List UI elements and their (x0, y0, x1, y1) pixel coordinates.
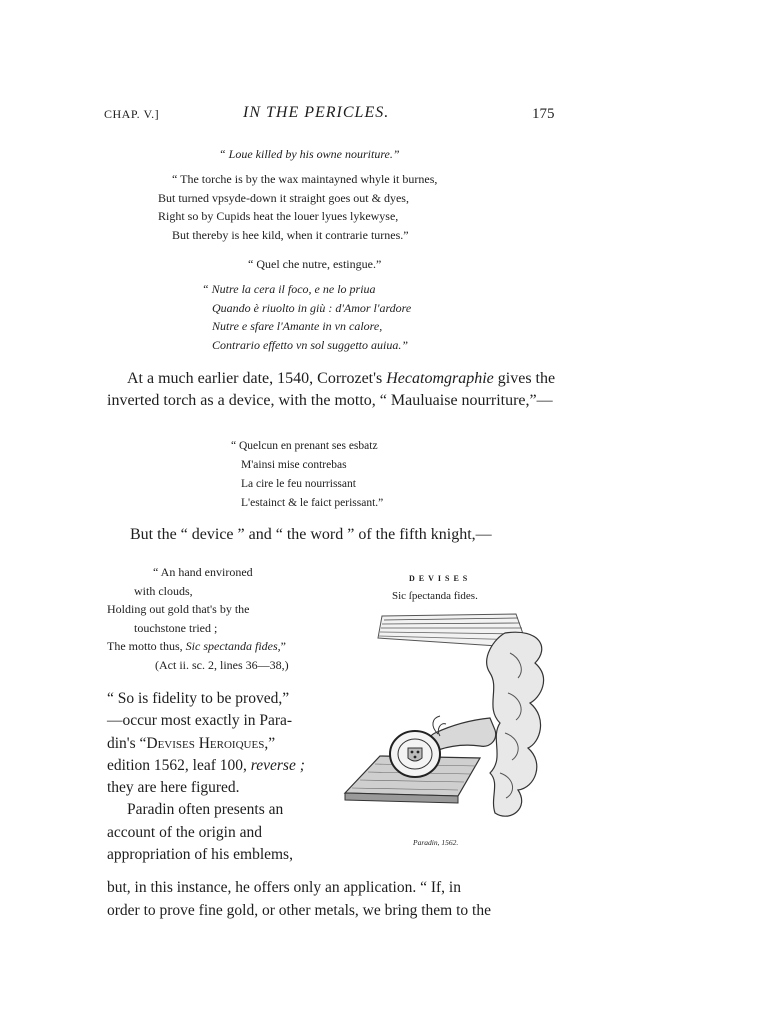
quote-line (107, 637, 317, 656)
text-run: At a much earlier date, 1540, Corrozet's (127, 370, 387, 387)
text-line: —occur most exactly in Para- (107, 712, 293, 730)
text-run: din's “ (107, 734, 147, 752)
text-line: appropriation of his emblems, (107, 846, 293, 864)
poem-line: La cire le feu nourrissant (241, 478, 356, 490)
book-title: Hecatomgraphie (386, 370, 494, 387)
poem-line: But thereby is hee kild, when it contrarie turnes.” (172, 227, 409, 242)
poem-line: “ Nutre la cera il foco, e ne lo priua (202, 282, 376, 296)
quote-line: touchstone tried ; (134, 620, 218, 635)
quote-line: Holding out gold that's by the (107, 602, 250, 616)
quote-line: with clouds, (134, 583, 193, 598)
paragraph-corrozet (107, 368, 562, 411)
poem-line: M'ainsi mise contrebas (241, 459, 347, 471)
text-line (107, 755, 337, 777)
figure-motto: Sic ſpectanda fides. (392, 590, 478, 602)
paragraph-paradin (107, 688, 337, 866)
pericles-quote (107, 563, 317, 674)
text-line: Paradin often presents an (127, 801, 284, 819)
poem-french (231, 437, 383, 513)
text-run: ” (280, 639, 286, 653)
poem-line: Nutre e sfare l'Amante in vn calore, (212, 319, 383, 333)
poem-italian-title: “ Quel che nutre, estingue.” (248, 257, 382, 271)
text-run: edition 1562, leaf 100, (107, 756, 251, 774)
poem-line: Right so by Cupids heat the louer lyues lykewyse, (158, 209, 399, 223)
text-line: “ So is fidelity to be proved,” (107, 690, 290, 707)
figure-caption: Paradin, 1562. (413, 838, 459, 847)
citation: (Act ii. sc. 2, lines 36—38,) (155, 657, 289, 672)
device-line: But the “ device ” and “ the word ” of the fifth knight,— (130, 526, 492, 543)
poem-line: “ The torche is by the wax maintayned whyle it burnes, (172, 172, 438, 186)
poem-line: Quando è riuolto in giù : d'Amor l'ardore (212, 300, 412, 315)
poem-english (158, 170, 437, 244)
text-line: account of the origin and (107, 823, 262, 841)
paragraph-application (107, 876, 491, 922)
poem-line: Contrario effetto vn sol suggetto auiua.” (212, 337, 409, 352)
text-run: ” (268, 734, 276, 752)
chapter-label: CHAP. V.] (104, 107, 160, 121)
text-line: order to prove fine gold, or other metals, we bring them to the (107, 902, 491, 919)
poem-line: “ Quelcun en prenant ses esbatz (231, 440, 378, 452)
poem-line: L'estainct & le faict perissant.” (241, 497, 384, 509)
text-run: reverse ; (250, 756, 305, 774)
figure-heading: DEVISES (409, 574, 472, 583)
quote-line: “ An hand environed (153, 565, 253, 579)
text-line: but, in this instance, he offers only an application. “ If, in (107, 879, 461, 896)
running-title: IN THE PERICLES. (243, 104, 390, 121)
gold-coin (390, 731, 440, 777)
poem-italian (202, 280, 411, 354)
text-line: they are here figured. (107, 779, 240, 797)
page-number: 175 (532, 106, 555, 122)
text-line (107, 733, 337, 755)
emblem-illustration (340, 608, 550, 833)
poem-line: But turned vpsyde-down it straight goes out & dyes, (158, 190, 409, 205)
poem-english-title: “ Loue killed by his owne nouriture.” (219, 147, 400, 161)
text-run: The motto thus, (107, 639, 186, 653)
motto: Sic spectanda fides, (185, 639, 281, 653)
text-run: gives the inverted torch as a device, with the motto, “ Mauluaise nourriture,”— (107, 370, 556, 409)
book-title: Devises Heroiques, (146, 734, 269, 752)
